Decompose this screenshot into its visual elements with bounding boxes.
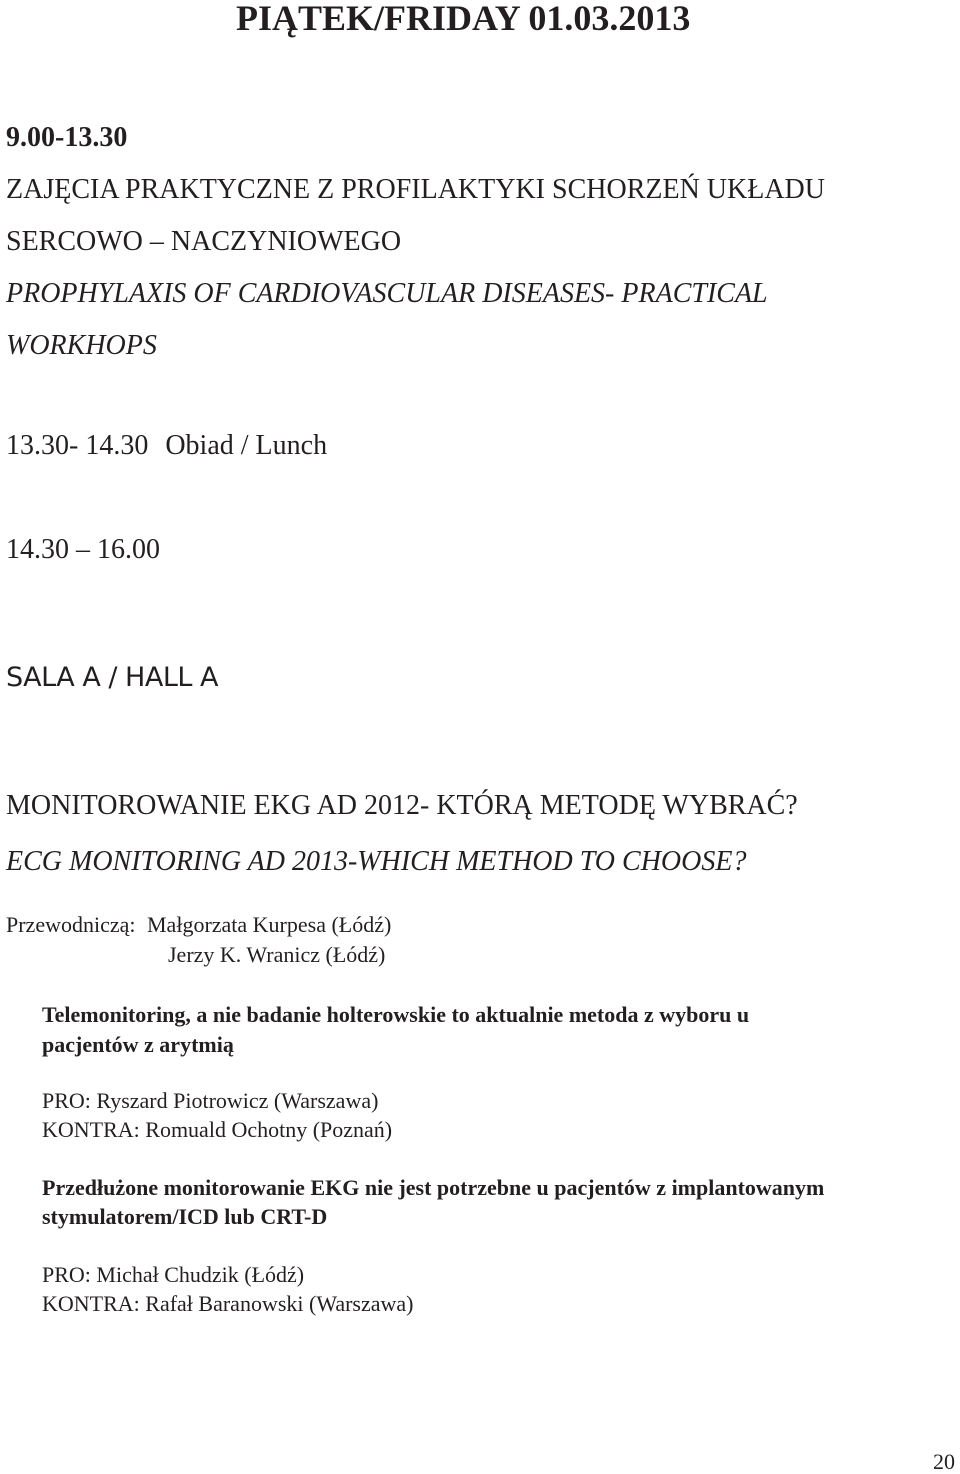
talk2-contra: KONTRA: Rafał Baranowski (Warszawa) [42, 1291, 414, 1316]
chairs-row [6, 912, 391, 938]
page-number: 20 [933, 1449, 955, 1474]
talk1-title-line2: pacjentów z arytmią [42, 1032, 234, 1057]
hall-label: SALA A / HALL A [6, 662, 218, 693]
lunch-time: 13.30- 14.30 [6, 430, 149, 461]
talk2-pro: PRO: Michał Chudzik (Łódź) [42, 1262, 305, 1287]
session2-time: 14.30 – 16.00 [6, 534, 160, 565]
chair-1: Małgorzata Kurpesa (Łódź) [147, 912, 392, 937]
chairs-label: Przewodniczą: [6, 912, 136, 937]
session2-title-en: ECG MONITORING AD 2013-WHICH METHOD TO CHOOSE? [6, 846, 747, 877]
talk1-title-line1: Telemonitoring, a nie badanie holterowskie to aktualnie metoda z wyboru u [42, 1002, 750, 1027]
session2-title-pl: MONITOROWANIE EKG AD 2012- KTÓRĄ METODĘ WYBRAĆ? [6, 790, 798, 821]
talk2-title-line2: stymulatorem/ICD lub CRT-D [42, 1204, 328, 1229]
chair-2: Jerzy K. Wranicz (Łódź) [168, 942, 386, 967]
talk1-contra: KONTRA: Romuald Ochotny (Poznań) [42, 1117, 393, 1142]
session1-title-pl-line1: ZAJĘCIA PRAKTYCZNE Z PROFILAKTYKI SCHORZEŃ UKŁADU [6, 174, 825, 205]
session1-time: 9.00-13.30 [6, 122, 128, 153]
session1-title-en-line2: WORKHOPS [6, 330, 157, 361]
talk1-pro: PRO: Ryszard Piotrowicz (Warszawa) [42, 1088, 379, 1113]
session1-title-en-line1: PROPHYLAXIS OF CARDIOVASCULAR DISEASES- PRACTICAL [6, 278, 768, 309]
lunch-row [6, 430, 327, 462]
session1-title-pl-line2: SERCOWO – NACZYNIOWEGO [6, 226, 402, 257]
page-title: PIĄTEK/FRIDAY 01.03.2013 [236, 0, 691, 38]
lunch-label: Obiad / Lunch [165, 430, 328, 461]
talk2-title-line1: Przedłużone monitorowanie EKG nie jest potrzebne u pacjentów z implantowanym [42, 1175, 825, 1200]
